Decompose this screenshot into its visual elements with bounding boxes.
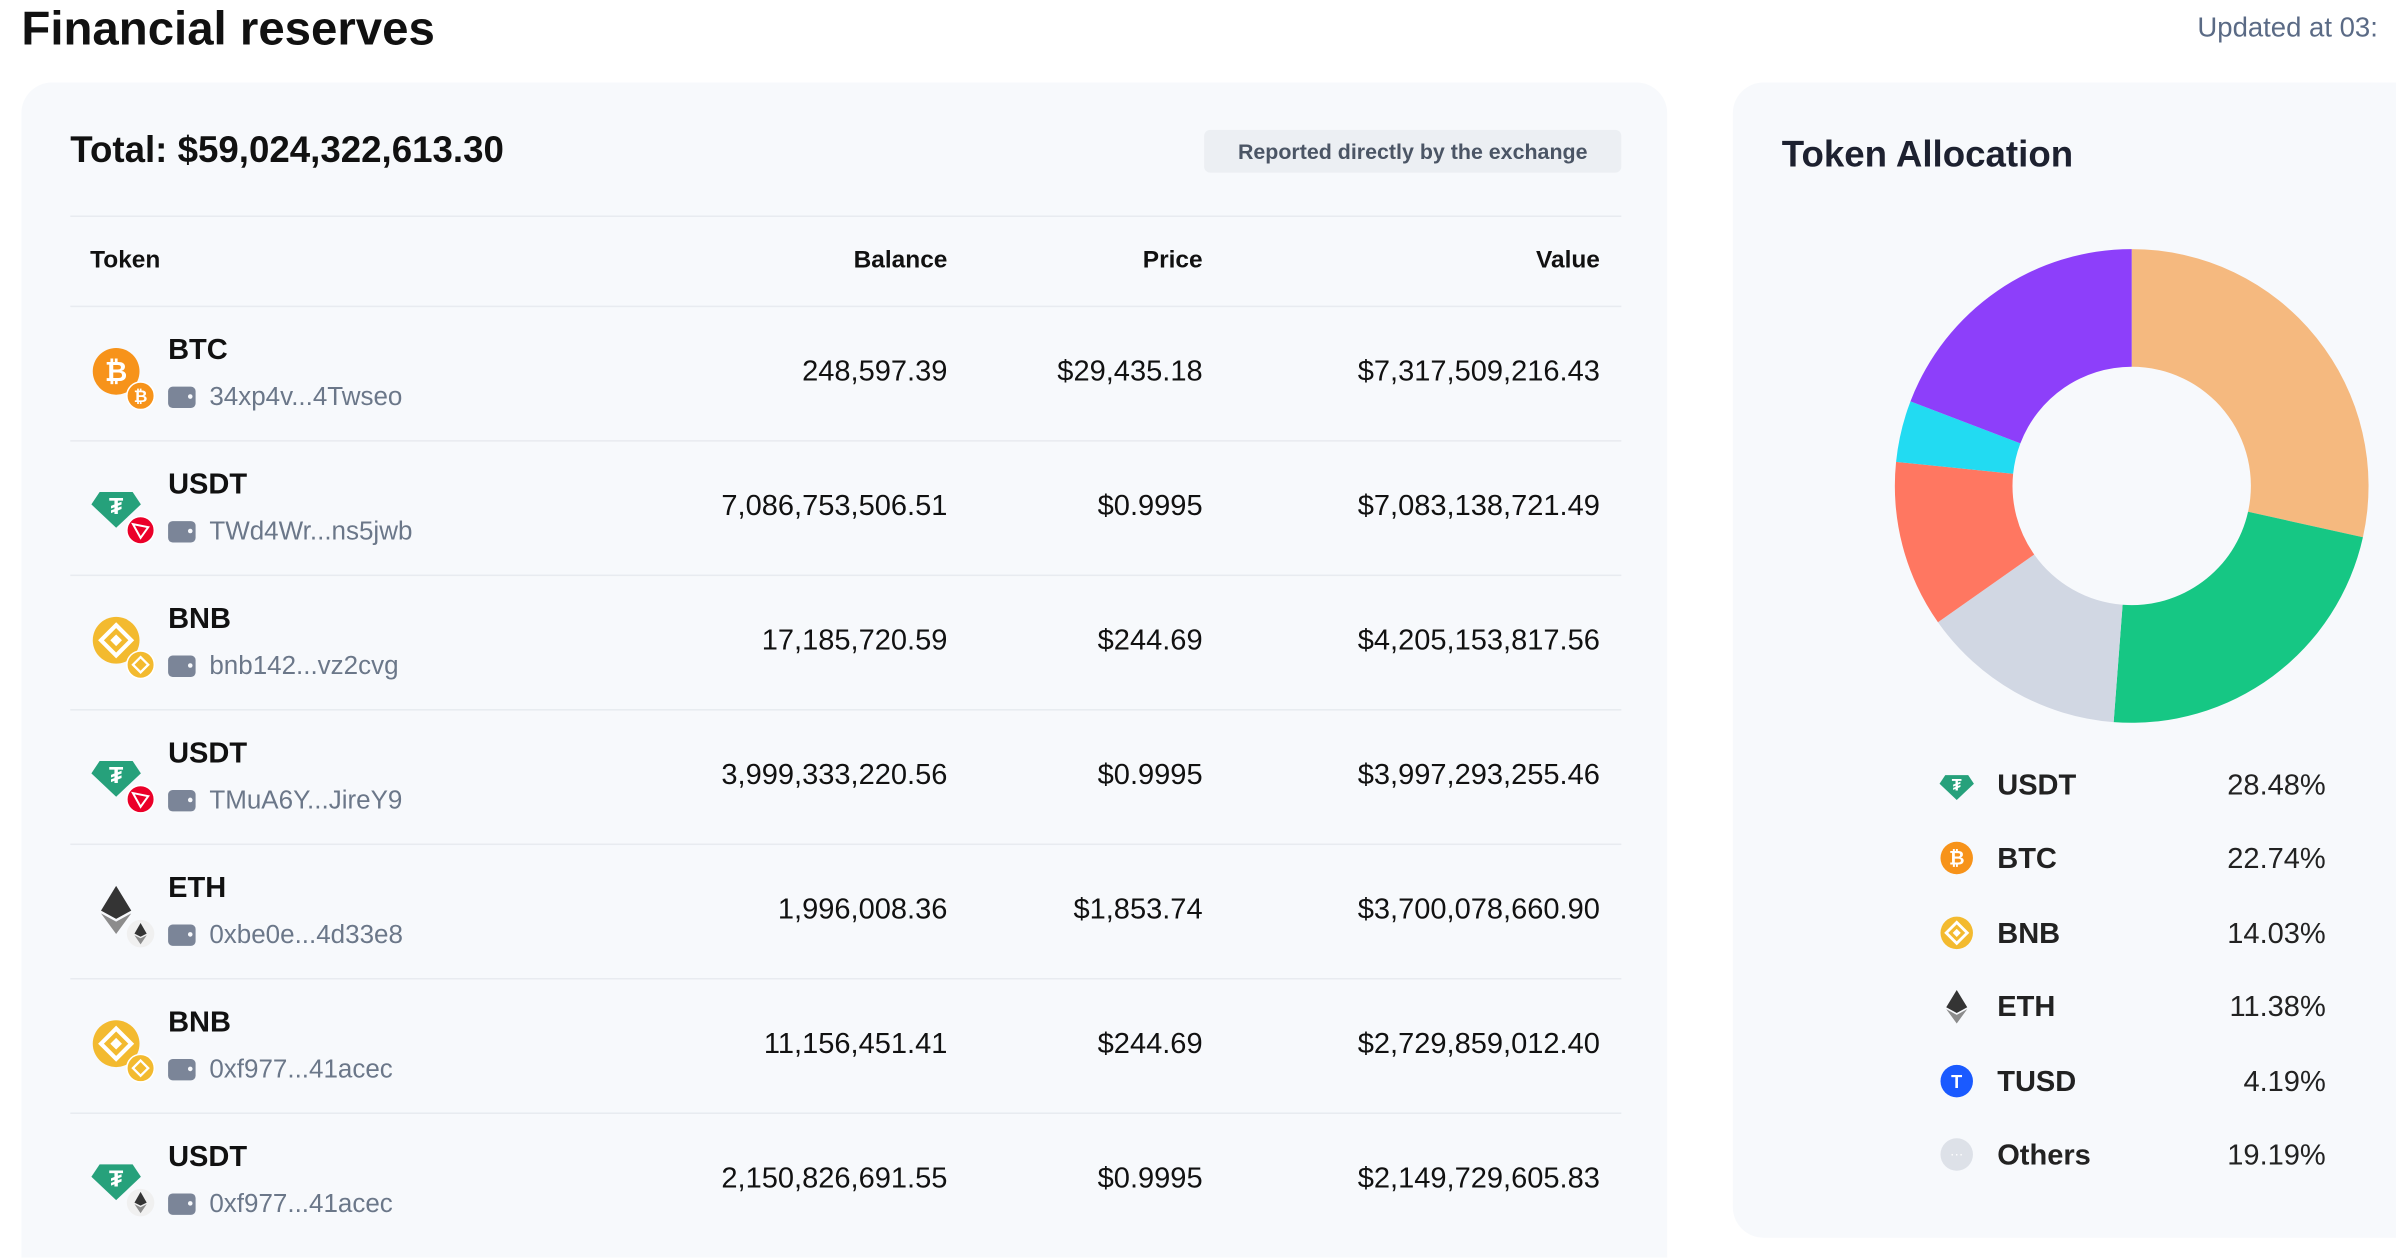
- legend-label: TUSD: [1997, 1065, 2077, 1099]
- balance: 248,597.39: [802, 356, 948, 389]
- wallet-icon: [168, 925, 196, 946]
- legend-percent: 19.19%: [2227, 1139, 2326, 1173]
- value: $2,729,859,012.40: [1357, 1028, 1600, 1061]
- allocation-title: Token Allocation: [1781, 134, 2074, 176]
- legend-percent: 11.38%: [2229, 992, 2326, 1025]
- donut-slice-btc[interactable]: [2114, 512, 2363, 723]
- value: $7,083,138,721.49: [1357, 490, 1600, 523]
- legend-label: BTC: [1997, 844, 2057, 877]
- token-name: BNB: [168, 1007, 232, 1040]
- legend-item: [1935, 910, 2326, 956]
- updated-timestamp: Updated at 03:: [2197, 12, 2378, 43]
- legend-label: BNB: [1997, 918, 2061, 951]
- allocation-donut-chart: [1886, 243, 2378, 735]
- legend-item: [1935, 984, 2326, 1030]
- wallet-address[interactable]: [168, 382, 402, 413]
- table-row[interactable]: [70, 709, 1621, 843]
- col-balance: Balance: [853, 247, 948, 274]
- price: $0.9995: [1097, 1162, 1203, 1195]
- btc-token-icon: [89, 344, 153, 408]
- allocation-card: [1733, 83, 2396, 1238]
- usdt-token-icon: [89, 1151, 153, 1215]
- table-row[interactable]: [70, 440, 1621, 574]
- legend-item: [1935, 1058, 2326, 1104]
- value: $4,205,153,817.56: [1357, 624, 1600, 658]
- token-name: USDT: [168, 1141, 248, 1174]
- wallet-address[interactable]: [168, 1054, 393, 1085]
- address-text: 0xf977...41acec: [209, 1054, 393, 1084]
- wallet-address[interactable]: [168, 785, 402, 816]
- legend-label: Others: [1997, 1139, 2091, 1173]
- value: $2,149,729,605.83: [1357, 1162, 1600, 1195]
- address-text: bnb142...vz2cvg: [209, 650, 399, 681]
- col-value: Value: [1536, 247, 1600, 274]
- svg-text:₮: ₮: [108, 761, 124, 788]
- table-row[interactable]: [70, 1112, 1621, 1246]
- price: $0.9995: [1097, 490, 1203, 523]
- price: $0.9995: [1097, 759, 1203, 792]
- donut-slice-usdt[interactable]: [2132, 249, 2369, 537]
- svg-text:₮: ₮: [108, 493, 124, 520]
- legend-percent: 4.19%: [2243, 1065, 2326, 1099]
- svg-text:···: ···: [1950, 1146, 1964, 1162]
- price: $244.69: [1097, 1028, 1203, 1061]
- legend-percent: 14.03%: [2227, 918, 2326, 951]
- bnb-icon: [1938, 913, 1976, 951]
- wallet-address[interactable]: [168, 516, 412, 547]
- svg-text:₿: ₿: [1948, 849, 1965, 871]
- balance: 2,150,826,691.55: [721, 1162, 948, 1195]
- balance: 3,999,333,220.56: [721, 759, 948, 792]
- legend-item: [1935, 836, 2326, 882]
- address-text: TMuA6Y...JireY9: [209, 785, 403, 815]
- col-token: Token: [90, 247, 161, 274]
- token-name: USDT: [168, 738, 248, 771]
- table-row[interactable]: [70, 306, 1621, 440]
- legend-label: ETH: [1997, 992, 2056, 1025]
- bnb-token-icon: [89, 1016, 153, 1080]
- wallet-icon: [168, 1059, 196, 1080]
- reserves-table: [70, 215, 1621, 1246]
- price: $29,435.18: [1057, 356, 1203, 389]
- usdt-token-icon: [89, 747, 153, 811]
- balance: 17,185,720.59: [761, 624, 948, 658]
- reserves-card: [21, 83, 1667, 1258]
- value: $7,317,509,216.43: [1357, 356, 1600, 389]
- legend-item: [1935, 763, 2326, 809]
- wallet-address[interactable]: [168, 920, 403, 951]
- address-text: 0xf977...41acec: [209, 1188, 393, 1218]
- tusd-icon: [1938, 1061, 1976, 1099]
- token-name: BNB: [168, 603, 232, 636]
- value: $3,997,293,255.46: [1357, 759, 1600, 792]
- wallet-address[interactable]: [168, 1189, 393, 1220]
- value: $3,700,078,660.90: [1357, 893, 1600, 927]
- table-row[interactable]: [70, 978, 1621, 1112]
- svg-text:₿: ₿: [133, 386, 148, 406]
- wallet-icon: [168, 790, 196, 811]
- legend-percent: 28.48%: [2227, 770, 2326, 803]
- bnb-token-icon: [89, 613, 153, 677]
- svg-text:₿: ₿: [104, 355, 128, 387]
- svg-text:₮: ₮: [108, 1165, 124, 1192]
- token-name: BTC: [168, 334, 228, 367]
- address-text: TWd4Wr...ns5jwb: [209, 516, 413, 546]
- source-badge: Reported directly by the exchange: [1204, 130, 1621, 173]
- eth-icon: [1938, 987, 1976, 1025]
- eth-token-icon: [89, 882, 153, 946]
- usdt-icon: [1938, 766, 1976, 804]
- usdt-token-icon: [89, 478, 153, 542]
- wallet-icon: [168, 656, 196, 677]
- address-text: 0xbe0e...4d33e8: [209, 919, 403, 949]
- address-text: 34xp4v...4Twseo: [209, 382, 403, 412]
- others-icon: [1938, 1135, 1976, 1173]
- table-row[interactable]: [70, 575, 1621, 709]
- balance: 1,996,008.36: [777, 893, 948, 927]
- btc-icon: [1938, 840, 1976, 878]
- table-row[interactable]: [70, 844, 1621, 978]
- total-value: Total: $59,024,322,613.30: [70, 129, 504, 172]
- price: $244.69: [1097, 624, 1203, 658]
- token-name: ETH: [168, 872, 227, 905]
- wallet-icon: [168, 521, 196, 542]
- wallet-icon: [168, 1193, 196, 1214]
- legend-percent: 22.74%: [2227, 844, 2326, 877]
- balance: 7,086,753,506.51: [721, 490, 948, 523]
- col-price: Price: [1142, 247, 1203, 274]
- page-title: Financial reserves: [21, 1, 435, 56]
- wallet-icon: [168, 387, 196, 408]
- price: $1,853.74: [1073, 893, 1203, 927]
- svg-text:₮: ₮: [1951, 776, 1962, 795]
- wallet-address[interactable]: [168, 651, 398, 682]
- svg-text:T: T: [1951, 1071, 1963, 1092]
- legend-label: USDT: [1997, 770, 2077, 803]
- legend-item: [1935, 1132, 2326, 1178]
- token-name: USDT: [168, 469, 248, 502]
- balance: 11,156,451.41: [763, 1028, 948, 1061]
- table-header: [70, 215, 1621, 305]
